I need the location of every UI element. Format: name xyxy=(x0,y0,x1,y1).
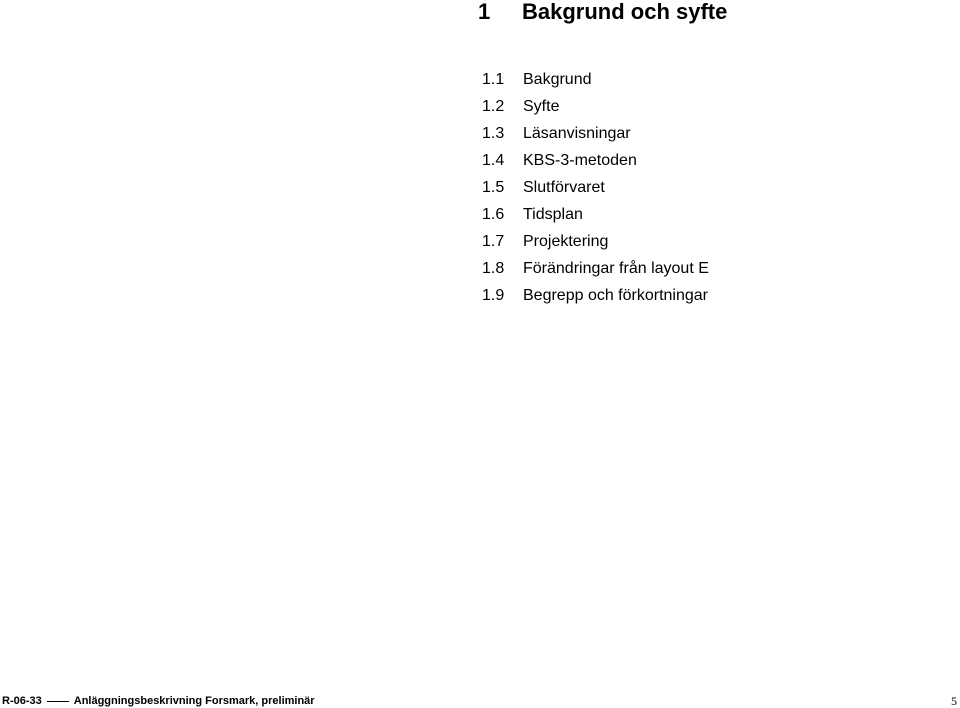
section-item xyxy=(482,228,709,255)
section-number: 1.7 xyxy=(482,233,505,250)
page-footer xyxy=(2,694,315,708)
section-item xyxy=(482,120,709,147)
chapter-title: Bakgrund och syfte xyxy=(522,0,728,24)
section-item xyxy=(482,66,709,93)
section-number: 1.6 xyxy=(482,206,505,223)
section-number: 1.2 xyxy=(482,98,505,115)
section-number: 1.3 xyxy=(482,125,505,142)
section-label: Begrepp och förkortningar xyxy=(523,287,708,304)
section-number: 1.8 xyxy=(482,260,505,277)
section-number: 1.9 xyxy=(482,287,505,304)
section-item xyxy=(482,174,709,201)
section-number: 1.1 xyxy=(482,71,505,88)
section-number: 1.4 xyxy=(482,152,505,169)
section-label: KBS-3-metoden xyxy=(523,152,637,169)
section-item xyxy=(482,201,709,228)
section-label: Förändringar från layout E xyxy=(523,260,709,277)
section-item xyxy=(482,255,709,282)
report-id: R-06-33 xyxy=(2,695,42,707)
section-number: 1.5 xyxy=(482,179,505,196)
section-label: Projektering xyxy=(523,233,609,250)
section-label: Syfte xyxy=(523,98,560,115)
section-item xyxy=(482,147,709,174)
section-label: Slutförvaret xyxy=(523,179,605,196)
section-item xyxy=(482,93,709,120)
footer-dash xyxy=(47,701,69,702)
section-label: Läsanvisningar xyxy=(523,125,631,142)
section-label: Tidsplan xyxy=(523,206,583,223)
section-item xyxy=(482,282,709,309)
section-list xyxy=(482,66,709,309)
page-number: 5 xyxy=(951,694,957,708)
chapter-number: 1 xyxy=(478,0,491,24)
chapter-heading xyxy=(478,0,727,28)
section-label: Bakgrund xyxy=(523,71,592,88)
document-title: Anläggningsbeskrivning Forsmark, preliminär xyxy=(73,695,315,707)
